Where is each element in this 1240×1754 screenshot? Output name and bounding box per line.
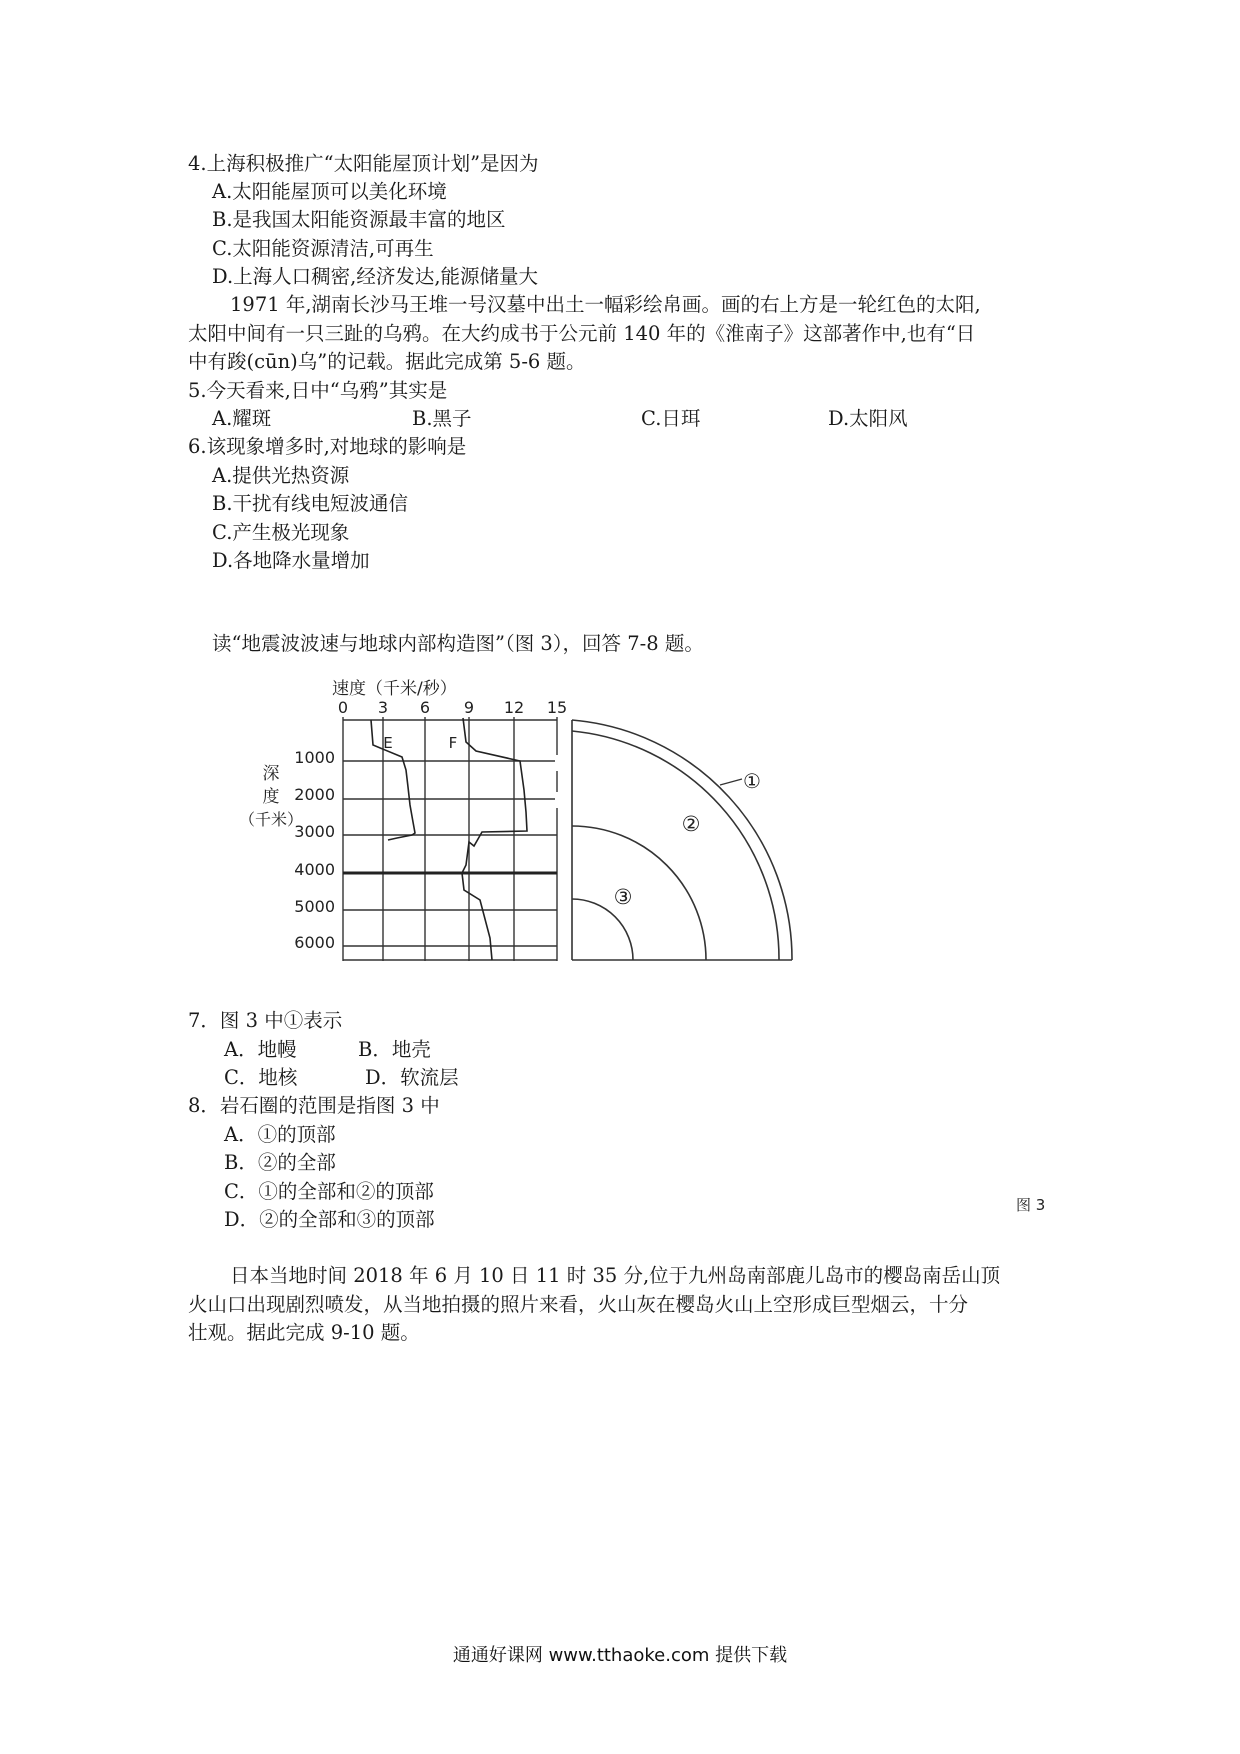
q4-option-d: D.上海人口稠密,经济发达,能源储量大 xyxy=(212,265,539,288)
q6-stem: 6.该现象增多时,对地球的影响是 xyxy=(188,435,467,458)
passage1-line3: 中有踆(cūn)乌”的记载。据此完成第 5-6 题。 xyxy=(188,350,586,373)
depth-tick: 5000 xyxy=(294,897,335,916)
q6-option-b: B.干扰有线电短波通信 xyxy=(212,492,409,515)
depth-tick: 6000 xyxy=(294,933,335,952)
speed-axis-label: 速度（千米/秒） xyxy=(332,679,457,699)
depth-tick: 2000 xyxy=(294,785,335,804)
q4-stem: 4.上海积极推广“太阳能屋顶计划”是因为 xyxy=(188,152,539,175)
wave-label-f: F xyxy=(448,734,458,752)
q8-option-b: B．②的全部 xyxy=(224,1151,336,1174)
speed-tick: 12 xyxy=(503,698,525,717)
figure-caption: 图 3 xyxy=(1016,1196,1046,1214)
layer-label-3: ③ xyxy=(613,885,633,909)
layer-label-2: ② xyxy=(681,812,701,836)
q4-option-b: B.是我国太阳能资源最丰富的地区 xyxy=(212,208,506,231)
p-wave-curve-f xyxy=(462,718,527,960)
q7-option-a: A．地幔 xyxy=(224,1038,297,1061)
q4-option-c: C.太阳能资源清洁,可再生 xyxy=(212,237,434,260)
leader-line xyxy=(720,779,742,785)
depth-axis-label: 度 xyxy=(262,787,280,807)
q6-option-c: C.产生极光现象 xyxy=(212,521,350,544)
depth-tick: 3000 xyxy=(294,822,335,841)
q4-option-a: A.太阳能屋顶可以美化环境 xyxy=(212,180,447,203)
q5-option-a: A.耀斑 xyxy=(212,407,272,430)
passage2-line1: 日本当地时间 2018 年 6 月 10 日 11 时 35 分,位于九州岛南部鹿儿岛市的樱岛南岳山顶 xyxy=(230,1264,1001,1287)
passage1-line1: 1971 年,湖南长沙马王堆一号汉墓中出土一幅彩绘帛画。画的右上方是一轮红色的太阳, xyxy=(230,293,981,316)
q5-option-c: C.日珥 xyxy=(641,407,701,430)
depth-tick: 4000 xyxy=(294,860,335,879)
depth-tick: 1000 xyxy=(294,748,335,767)
earth-cross-section xyxy=(572,720,792,960)
q5-stem: 5.今天看来,日中“乌鸦”其实是 xyxy=(188,379,448,402)
q6-option-a: A.提供光热资源 xyxy=(212,464,350,487)
q8-stem: 8．岩石圈的范围是指图 3 中 xyxy=(188,1094,440,1117)
s-wave-curve-e xyxy=(371,720,415,840)
depth-axis-label: 深 xyxy=(262,764,280,784)
velocity-grid xyxy=(343,717,557,961)
q8-option-d: D．②的全部和③的顶部 xyxy=(224,1208,435,1231)
q7-option-d: D．软流层 xyxy=(365,1066,459,1089)
passage2-line2: 火山口出现剧烈喷发，从当地拍摄的照片来看，火山灰在樱岛火山上空形成巨型烟云，十分 xyxy=(188,1293,969,1316)
intro-7-8: 读“地震波波速与地球内部构造图”（图 3），回答 7-8 题。 xyxy=(212,632,704,655)
speed-tick: 0 xyxy=(337,698,349,717)
passage2-line3: 壮观。据此完成 9-10 题。 xyxy=(188,1321,420,1344)
speed-tick: 9 xyxy=(463,698,475,717)
wave-label-e: E xyxy=(383,734,393,752)
q6-option-d: D.各地降水量增加 xyxy=(212,549,370,572)
speed-tick: 15 xyxy=(546,698,568,717)
q7-option-c: C．地核 xyxy=(224,1066,298,1089)
depth-axis-unit: （千米） xyxy=(238,810,304,829)
q8-option-a: A．①的顶部 xyxy=(224,1123,336,1146)
passage1-line2: 太阳中间有一只三趾的乌鸦。在大约成书于公元前 140 年的《淮南子》这部著作中,也有“日 xyxy=(188,322,976,345)
q7-stem: 7．图 3 中①表示 xyxy=(188,1009,343,1032)
q8-option-c: C．①的全部和②的顶部 xyxy=(224,1180,434,1203)
q5-option-b: B.黑子 xyxy=(412,407,472,430)
speed-tick: 3 xyxy=(377,698,389,717)
layer-label-1: ① xyxy=(743,769,761,793)
speed-tick: 6 xyxy=(419,698,431,717)
q7-option-b: B．地壳 xyxy=(358,1038,431,1061)
page-footer: 通通好课网 www.tthaoke.com 提供下载 xyxy=(452,1645,788,1666)
q5-option-d: D.太阳风 xyxy=(828,407,908,430)
